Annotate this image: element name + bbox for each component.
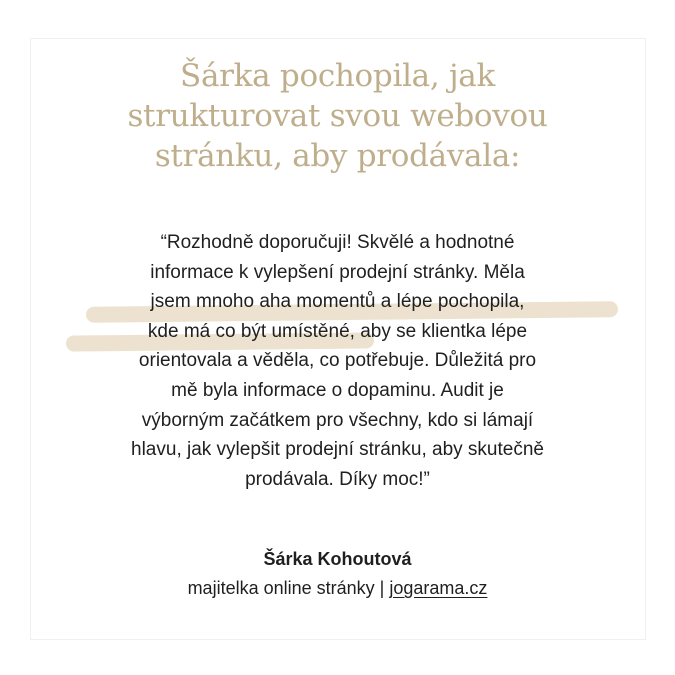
author-role: majitelka online stránky (187, 578, 375, 598)
testimonial-quote (40, 228, 635, 494)
website-link[interactable]: jogarama.cz (389, 578, 488, 598)
quote-line: informace k vylepšení prodejní stránky. Měla (150, 261, 525, 283)
quote-line: orientovala a věděla, co potřebuje. Důležitá pro (138, 350, 537, 372)
role-separator: | (379, 578, 385, 598)
headline-line: strukturovat svou webovou (127, 98, 548, 134)
quote-line: mě byla informace o dopaminu. Audit je (171, 379, 504, 401)
quote-line: hlavu, jak vylepšit prodejní stránku, aby skutečně (131, 439, 544, 461)
quote-line: jsem mnoho aha momentů a lépe pochopila, (150, 291, 525, 313)
quote-line: výborným začátkem pro všechny, kdo si lámají (141, 409, 534, 431)
headline-line: stránku, aby prodávala: (154, 138, 521, 174)
quote-line: kde má co být umístěné, aby se klientka lépe (147, 320, 528, 342)
author-name: Šárka Kohoutová (263, 549, 412, 569)
headline-line: Šárka pochopila, jak (180, 58, 495, 94)
headline (0, 56, 675, 176)
quote-line: “Rozhodně doporučuji! Skvělé a hodnotné (160, 232, 515, 253)
quote-line: prodávala. Díky moc!” (245, 468, 430, 490)
author-role-line (0, 578, 675, 599)
